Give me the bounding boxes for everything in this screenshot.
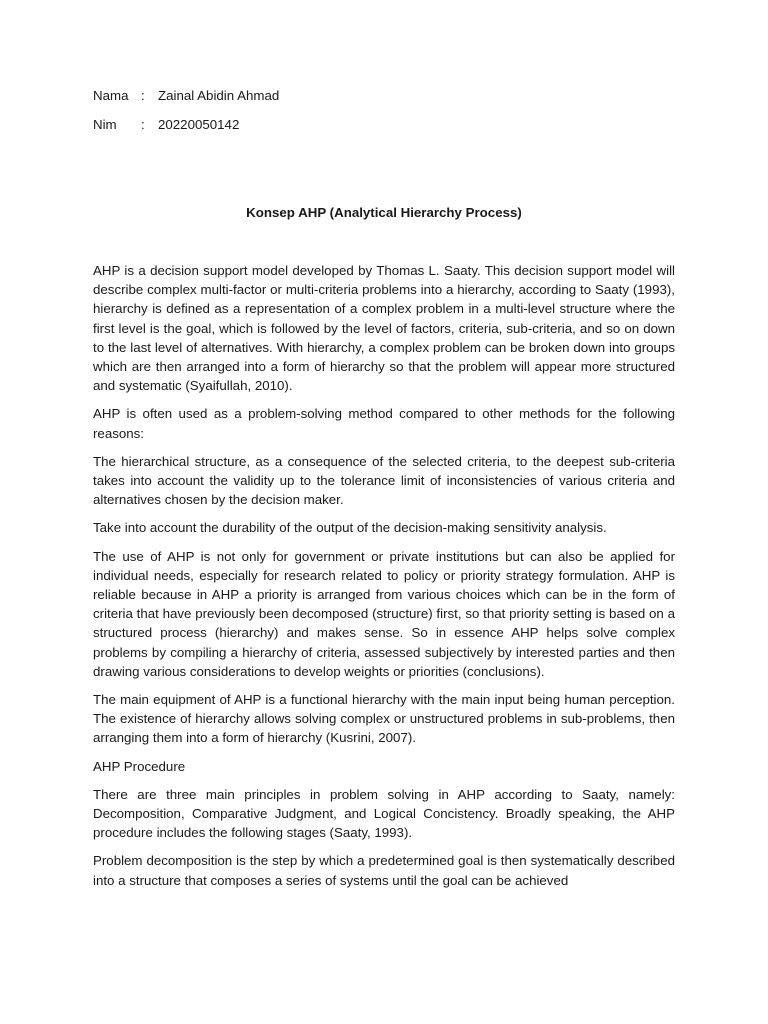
name-label: Nama xyxy=(93,88,129,103)
nim-value: 20220050142 xyxy=(158,117,240,132)
document-page xyxy=(93,86,675,888)
nim-separator: : xyxy=(141,117,145,132)
nim-label: Nim xyxy=(93,117,117,132)
paragraph-intro: AHP is a decision support model developed by Thomas L. Saaty. This decision support model will describe complex multi-factor or multi-criteria problems into a hierarchy, according to Saaty (1993), hierarchy is defined as a representation of a complex problem in a multi-level structure where the first level is the goal, which is followed by the level of factors, criteria, sub-criteria, and so on down to the last level of alternatives. With hierarchy, a complex problem can be broken down into groups which are then arranged into a form of hierarchy so that the problem will appear more structured and systematic (Syaifullah, 2010). xyxy=(93,263,675,394)
name-separator: : xyxy=(141,88,145,103)
paragraph-main-equipment: The main equipment of AHP is a functional hierarchy with the main input being human perception. The existence of hierarchy allows solving complex or unstructured problems in sub-problems, then arranging them into a form of hierarchy (Kusrini, 2007). xyxy=(93,692,675,746)
paragraph-decomposition: Problem decomposition is the step by which a predetermined goal is then systematically described into a structure that composes a series of systems until the goal can be achieved xyxy=(93,853,675,888)
paragraph-hierarchical-structure: The hierarchical structure, as a consequence of the selected criteria, to the deepest sub-criteria takes into account the validity up to the tolerance limit of inconsistencies of various criteria and alternatives chosen by the decision maker. xyxy=(93,453,675,508)
section-heading-ahp-procedure: AHP Procedure xyxy=(93,758,186,774)
paragraph-principles: There are three main principles in problem solving in AHP according to Saaty, namely: Decomposition, Comparative Judgment, and Logical Concistency. Broadly speaking, the AHP procedure includes the following stages (Saaty, 1993). xyxy=(93,786,675,841)
paragraph-durability: Take into account the durability of the output of the decision-making sensitivity analysis. xyxy=(93,520,607,536)
nim-row xyxy=(93,115,675,144)
paragraph-reasons: AHP is often used as a problem-solving method compared to other methods for the following reasons: xyxy=(93,406,675,441)
document-body xyxy=(93,261,675,899)
document-title: Konsep AHP (Analytical Hierarchy Process) xyxy=(246,205,522,220)
name-row xyxy=(93,86,675,115)
paragraph-use-of-ahp: The use of AHP is not only for government or private institutions but can also be applied for individual needs, especially for research related to policy or priority strategy formulation. AHP is reliable because in AHP a priority is arranged from various choices which can be in the form of criteria that have previously been decomposed (structure) first, so that priority setting is based on a structured process (hierarchy) and makes sense. So in essence AHP helps solve complex problems by compiling a hierarchy of criteria, assessed subjectively by interested parties and then drawing various considerations to develop weights or priorities (conclusions). xyxy=(93,548,675,679)
name-value: Zainal Abidin Ahmad xyxy=(158,88,280,103)
